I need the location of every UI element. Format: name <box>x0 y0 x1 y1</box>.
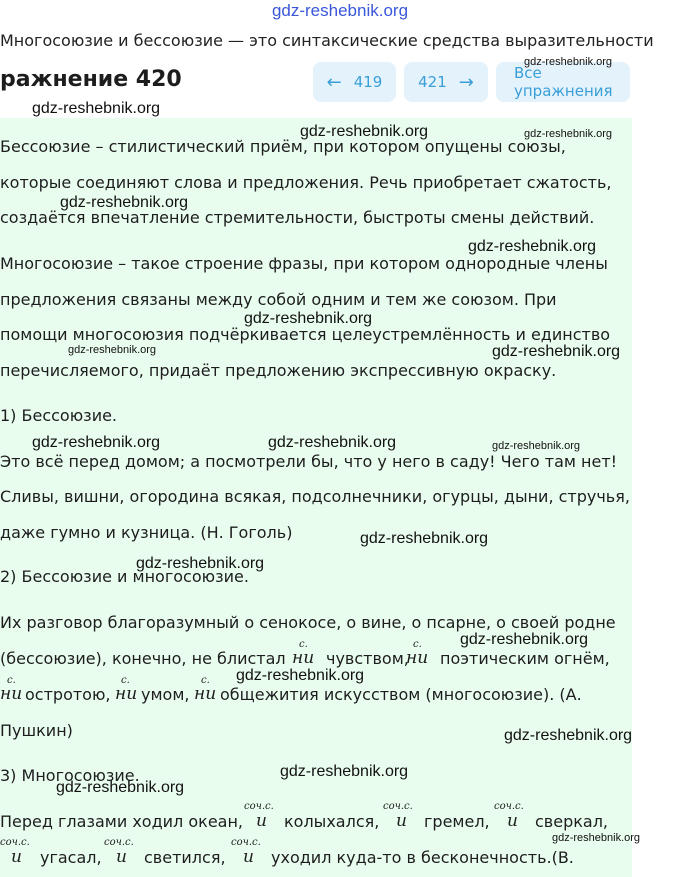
conjunction-note: с. <box>7 675 16 686</box>
conjunction-mark: ни <box>292 648 315 668</box>
watermark: gdz-reshebnik.org <box>56 779 185 796</box>
text-line: общежития искусством (многосоюзие). (А. <box>220 685 582 704</box>
watermark: gdz-reshebnik.org <box>60 194 189 211</box>
conjunction-mark: ни <box>115 684 138 704</box>
conjunction-mark: ни <box>194 684 217 704</box>
watermark: gdz-reshebnik.org <box>136 555 265 572</box>
watermark: gdz-reshebnik.org <box>492 440 581 452</box>
text-line: Их разговор благоразумный о сенокосе, о вине, о псарне, о своей родне <box>0 613 616 632</box>
text-line: уходил куда-то в бесконечность.(В. <box>271 848 574 867</box>
watermark: gdz-reshebnik.org <box>504 727 633 744</box>
all-exercises-button[interactable] <box>496 62 630 102</box>
conjunction-note: соч.с. <box>0 837 30 848</box>
conjunction-mark: и <box>507 811 518 831</box>
conjunction-note: соч.с. <box>244 801 274 812</box>
text-line: Это всё перед домом; а посмотрели бы, что у него в саду! Чего там нет! <box>0 452 618 471</box>
next-exercise-label: 421 <box>418 73 447 91</box>
watermark: gdz-reshebnik.org <box>268 434 397 451</box>
conjunction-note: с. <box>121 675 130 686</box>
watermark: gdz-reshebnik.org <box>68 344 157 356</box>
text-line: чувством, <box>326 649 409 668</box>
prev-exercise-button[interactable] <box>313 62 396 102</box>
conjunction-note: соч.с. <box>383 801 413 812</box>
watermark: gdz-reshebnik.org <box>280 763 409 780</box>
conjunction-note: соч.с. <box>104 837 134 848</box>
conjunction-mark: и <box>256 811 267 831</box>
text-line: (бессоюзие), конечно, не блистал <box>0 649 286 668</box>
conjunction-note: с. <box>413 639 422 650</box>
text-line: создаётся впечатление стремительности, быстроты смены действий. <box>0 208 595 227</box>
watermark: gdz-reshebnik.org <box>360 530 489 547</box>
conjunction-note: с. <box>201 675 210 686</box>
watermark: gdz-reshebnik.org <box>492 343 621 360</box>
watermark: gdz-reshebnik.org <box>300 123 429 140</box>
conjunction-mark: и <box>116 847 127 867</box>
conjunction-mark: ни <box>0 684 23 704</box>
text-line: 1) Бессоюзие. <box>0 406 118 425</box>
text-line: гремел, <box>424 812 490 831</box>
text-line: 2) Бессоюзие и многосоюзие. <box>0 567 249 586</box>
conjunction-note: с. <box>299 639 308 650</box>
text-line: даже гумно и кузница. (Н. Гоголь) <box>0 523 293 542</box>
text-line: умом, <box>141 685 190 704</box>
text-line: светился, <box>144 848 226 867</box>
next-exercise-button[interactable] <box>404 62 488 102</box>
conjunction-note: соч.с. <box>231 837 261 848</box>
text-line: поэтическим огнём, <box>440 649 610 668</box>
site-watermark: gdz-reshebnik.org <box>271 1 409 20</box>
text-line: Пушкин) <box>0 721 73 740</box>
text-line: сверкал, <box>535 812 609 831</box>
watermark: gdz-reshebnik.org <box>524 128 613 140</box>
text-line: остротою, <box>25 685 111 704</box>
watermark: gdz-reshebnik.org <box>32 434 161 451</box>
all-exercises-label: Все упражнения <box>514 64 613 100</box>
conjunction-mark: и <box>11 847 22 867</box>
watermark: gdz-reshebnik.org <box>236 667 365 684</box>
text-line: 3) Многосоюзие. <box>0 766 140 785</box>
page-subtitle: Многосоюзие и бессоюзие — это синтаксические средства выразительности <box>0 31 654 50</box>
text-line: Бессоюзие – стилистический приём, при котором опущены союзы, <box>0 137 566 156</box>
watermark: gdz-reshebnik.org <box>32 100 161 117</box>
text-line: помощи многосоюзия подчёркивается целеустремлённость и единство <box>0 325 611 344</box>
watermark: gdz-reshebnik.org <box>524 56 613 68</box>
text-line: перечисляемого, придаёт предложению экспрессивную окраску. <box>0 361 557 380</box>
conjunction-mark: и <box>243 847 254 867</box>
conjunction-note: соч.с. <box>494 801 524 812</box>
watermark: gdz-reshebnik.org <box>460 631 589 648</box>
prev-exercise-label: 419 <box>353 73 383 91</box>
text-line: Перед глазами ходил океан, <box>0 812 244 831</box>
watermark: gdz-reshebnik.org <box>552 832 641 844</box>
watermark: gdz-reshebnik.org <box>244 310 373 327</box>
conjunction-mark: и <box>396 811 407 831</box>
text-line: предложения связаны между собой одним и тем же союзом. При <box>0 290 557 309</box>
page-title: ражнение 420 <box>0 67 182 92</box>
text-line: Сливы, вишни, огородина всякая, подсолнечники, огурцы, дыни, стручья, <box>0 487 630 506</box>
text-line: колыхался, <box>284 812 380 831</box>
watermark: gdz-reshebnik.org <box>468 238 597 255</box>
arrow-right-icon: → <box>458 71 474 93</box>
arrow-left-icon: ← <box>326 71 342 93</box>
solution-panel <box>0 118 641 877</box>
text-line: угасал, <box>40 848 102 867</box>
conjunction-mark: ни <box>406 648 429 668</box>
text-line: которые соединяют слова и предложения. Речь приобретает сжатость, <box>0 173 612 192</box>
text-line: Многосоюзие – такое строение фразы, при котором однородные члены <box>0 254 608 273</box>
